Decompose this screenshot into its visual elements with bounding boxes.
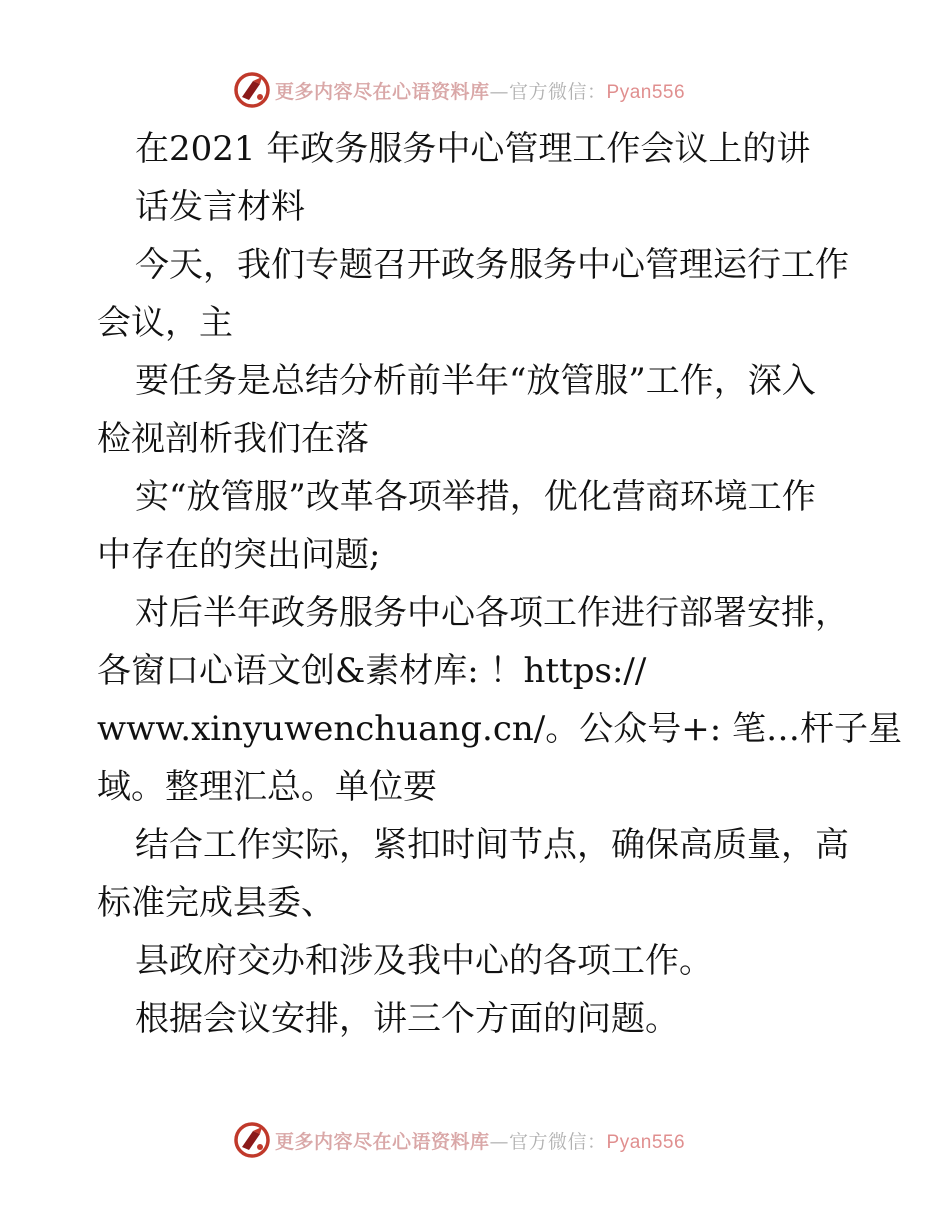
banner-wechat-id: Pyan556	[606, 1131, 686, 1153]
brand-logo-icon	[233, 71, 271, 109]
title-line-2: 话发言材料	[135, 187, 305, 227]
paragraph-line: 域。整理汇总。单位要	[97, 767, 437, 807]
paragraph-line: 实“放管服”改革各项举措，优化营商环境工作	[135, 477, 816, 517]
banner-main-text: 更多内容尽在心语资料库	[275, 80, 490, 103]
paragraph-line: 要任务是总结分析前半年“放管服”工作，深入	[135, 361, 816, 401]
banner-main-text: 更多内容尽在心语资料库	[275, 1130, 490, 1153]
banner-sub-text: 官方微信：	[509, 80, 607, 103]
paragraph-line: 县政府交办和涉及我中心的各项工作。	[135, 941, 713, 981]
banner-wechat-id: Pyan556	[606, 81, 686, 103]
document-body	[97, 120, 902, 1048]
header-watermark-banner	[233, 70, 753, 110]
paragraph-line: 对后半年政务服务中心各项工作进行部署安排，	[135, 593, 849, 633]
paragraph-line: www.xinyuwenchuang.cn/。公众号+: 笔…杆子星	[97, 709, 902, 749]
banner-text	[275, 77, 685, 104]
paragraph-line: 标准完成县委、	[97, 883, 335, 923]
banner-dash: —	[489, 1130, 510, 1153]
title-line-1: 在2021 年政务服务中心管理工作会议上的讲	[135, 129, 811, 169]
banner-dash: —	[489, 80, 510, 103]
banner-sub-text: 官方微信：	[509, 1130, 607, 1153]
paragraph-line: 检视剖析我们在落	[97, 419, 369, 459]
paragraph-line: 今天，我们专题召开政务服务中心管理运行工作	[135, 245, 849, 285]
footer-watermark-banner	[233, 1120, 753, 1160]
paragraph-line: 各窗口心语文创&素材库: ！https://	[97, 651, 647, 691]
brand-logo-icon	[233, 1121, 271, 1159]
paragraph-line: 结合工作实际，紧扣时间节点，确保高质量，高	[135, 825, 849, 865]
banner-text	[275, 1127, 685, 1154]
paragraph-line: 中存在的突出问题;	[97, 535, 381, 575]
paragraph-line: 根据会议安排，讲三个方面的问题。	[135, 999, 679, 1039]
paragraph-line: 会议，主	[97, 303, 233, 343]
